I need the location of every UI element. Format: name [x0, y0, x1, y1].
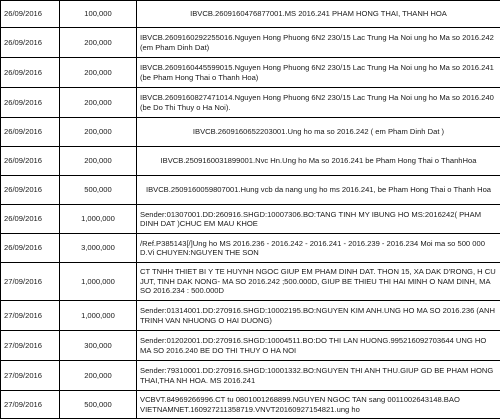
- table-row: [1, 361, 500, 391]
- description-cell: Sender:01202001.DD:270916.SHGD:10004511.BO:DO THI LAN HUONG.995216092703644 UNG HO MA SO 2016.240 BE DO THI THUY O HA NOI: [137, 331, 500, 361]
- date-cell: 26/09/2016: [1, 118, 60, 147]
- description-cell: IBVCB.2509160059807001.Hung vcb da nang ung ho ms 2016.241, be Pham Hong Thai o Thanh Hoa: [137, 176, 500, 205]
- amount-cell: 200,000: [60, 88, 137, 118]
- date-cell: 26/09/2016: [1, 28, 60, 58]
- amount-cell: 200,000: [60, 361, 137, 391]
- description-cell: Sender:79310001.DD:270916.SHGD:10001332.BO:NGUYEN THI ANH THU.GIUP GD BE PHAM HONG THAI,THA NH HOA. MS 2016.241: [137, 361, 500, 391]
- table-row: [1, 147, 500, 176]
- table-row: [1, 176, 500, 205]
- description-cell: IBVCB.2609160292255016.Nguyen Hong Phuong 6N2 230/15 Lac Trung Ha Noi ung ho Ma so 2016.242 (em Pham Dinh Dat): [137, 28, 500, 58]
- amount-cell: 500,000: [60, 176, 137, 205]
- table-row: [1, 234, 500, 263]
- table-row: [1, 331, 500, 361]
- amount-cell: 200,000: [60, 118, 137, 147]
- date-cell: 26/09/2016: [1, 234, 60, 263]
- description-cell: IBVCB.2609160476877001.MS 2016.241 PHAM HONG THAI, THANH HOA: [137, 1, 500, 28]
- table-row: [1, 205, 500, 234]
- date-cell: 26/09/2016: [1, 58, 60, 88]
- description-cell: /Ref.P385143[/]Ung ho MS 2016.236 - 2016.242 - 2016.241 - 2016.239 - 2016.234 Moi ma so 500 000 D.Vi CHUYEN:NGUYEN THE SON: [137, 234, 500, 263]
- description-cell: IBVCB.2509160031899001.Nvc Hn.Ung ho Ma so 2016.241 be Pham Hong Thai o ThanhHoa: [137, 147, 500, 176]
- description-cell: IBVCB.2609160652203001.Ung ho ma so 2016.242 ( em Pham Dinh Dat ): [137, 118, 500, 147]
- table-row: [1, 28, 500, 58]
- amount-cell: 1,000,000: [60, 263, 137, 301]
- table-row: [1, 118, 500, 147]
- description-cell: IBVCB.2609160827471014.Nguyen Hong Phuong 6N2 230/15 Lac Trung Ha Noi ung ho Ma so 2016.240 (be Do Thi Thuy o Ha Noi).: [137, 88, 500, 118]
- amount-cell: 100,000: [60, 1, 137, 28]
- table-body: [1, 1, 500, 419]
- table-row: [1, 58, 500, 88]
- amount-cell: 200,000: [60, 147, 137, 176]
- date-cell: 27/09/2016: [1, 361, 60, 391]
- amount-cell: 3,000,000: [60, 234, 137, 263]
- amount-cell: 300,000: [60, 331, 137, 361]
- date-cell: 26/09/2016: [1, 1, 60, 28]
- table-row: [1, 1, 500, 28]
- date-cell: 27/09/2016: [1, 263, 60, 301]
- date-cell: 27/09/2016: [1, 301, 60, 331]
- amount-cell: 500,000: [60, 391, 137, 419]
- amount-cell: 200,000: [60, 28, 137, 58]
- table-row: [1, 88, 500, 118]
- description-cell: Sender:01307001.DD:260916.SHGD:10007306.BO:TANG TINH MY IBUNG HO MS:2016242( PHAM DINH DAT )CHUC EM MAU KHOE: [137, 205, 500, 234]
- table-row: [1, 263, 500, 301]
- date-cell: 27/09/2016: [1, 391, 60, 419]
- description-cell: VCBVT.84969266996.CT tu 0801001268899.NGUYEN NGOC TAN sang 0011002643148.BAO VIETNAMNET.160927211358719.VNVT20160927154821.ung ho: [137, 391, 500, 419]
- date-cell: 26/09/2016: [1, 205, 60, 234]
- description-cell: Sender:01314001.DD:270916.SHGD:10002195.BO:NGUYEN KIM ANH.UNG HO MA SO 2016.236 (ANH TRINH VAN NHUONG O HAI DUONG): [137, 301, 500, 331]
- table-row: [1, 301, 500, 331]
- date-cell: 27/09/2016: [1, 331, 60, 361]
- amount-cell: 200,000: [60, 58, 137, 88]
- description-cell: CT TNHH THIET BI Y TE HUYNH NGOC GIUP EM PHAM DINH DAT. THON 15, XA DAK D'RONG, H CU JUT, TINH DAK NONG- MA SO 2016.242 ;500.000D, GIUP BE THIEU THI HAI MINH O NAM DINH, MA SO 2016.234 : 500.000D: [137, 263, 500, 301]
- table-row: [1, 391, 500, 419]
- date-cell: 26/09/2016: [1, 147, 60, 176]
- date-cell: 26/09/2016: [1, 88, 60, 118]
- description-cell: IBVCB.2609160445599015.Nguyen Hong Phuong 6N2 230/15 Lac Trung Ha Noi ung ho Ma so 2016.241 (be Pham Hong Thai o Thanh Hoa): [137, 58, 500, 88]
- date-cell: 26/09/2016: [1, 176, 60, 205]
- amount-cell: 1,000,000: [60, 205, 137, 234]
- amount-cell: 1,000,000: [60, 301, 137, 331]
